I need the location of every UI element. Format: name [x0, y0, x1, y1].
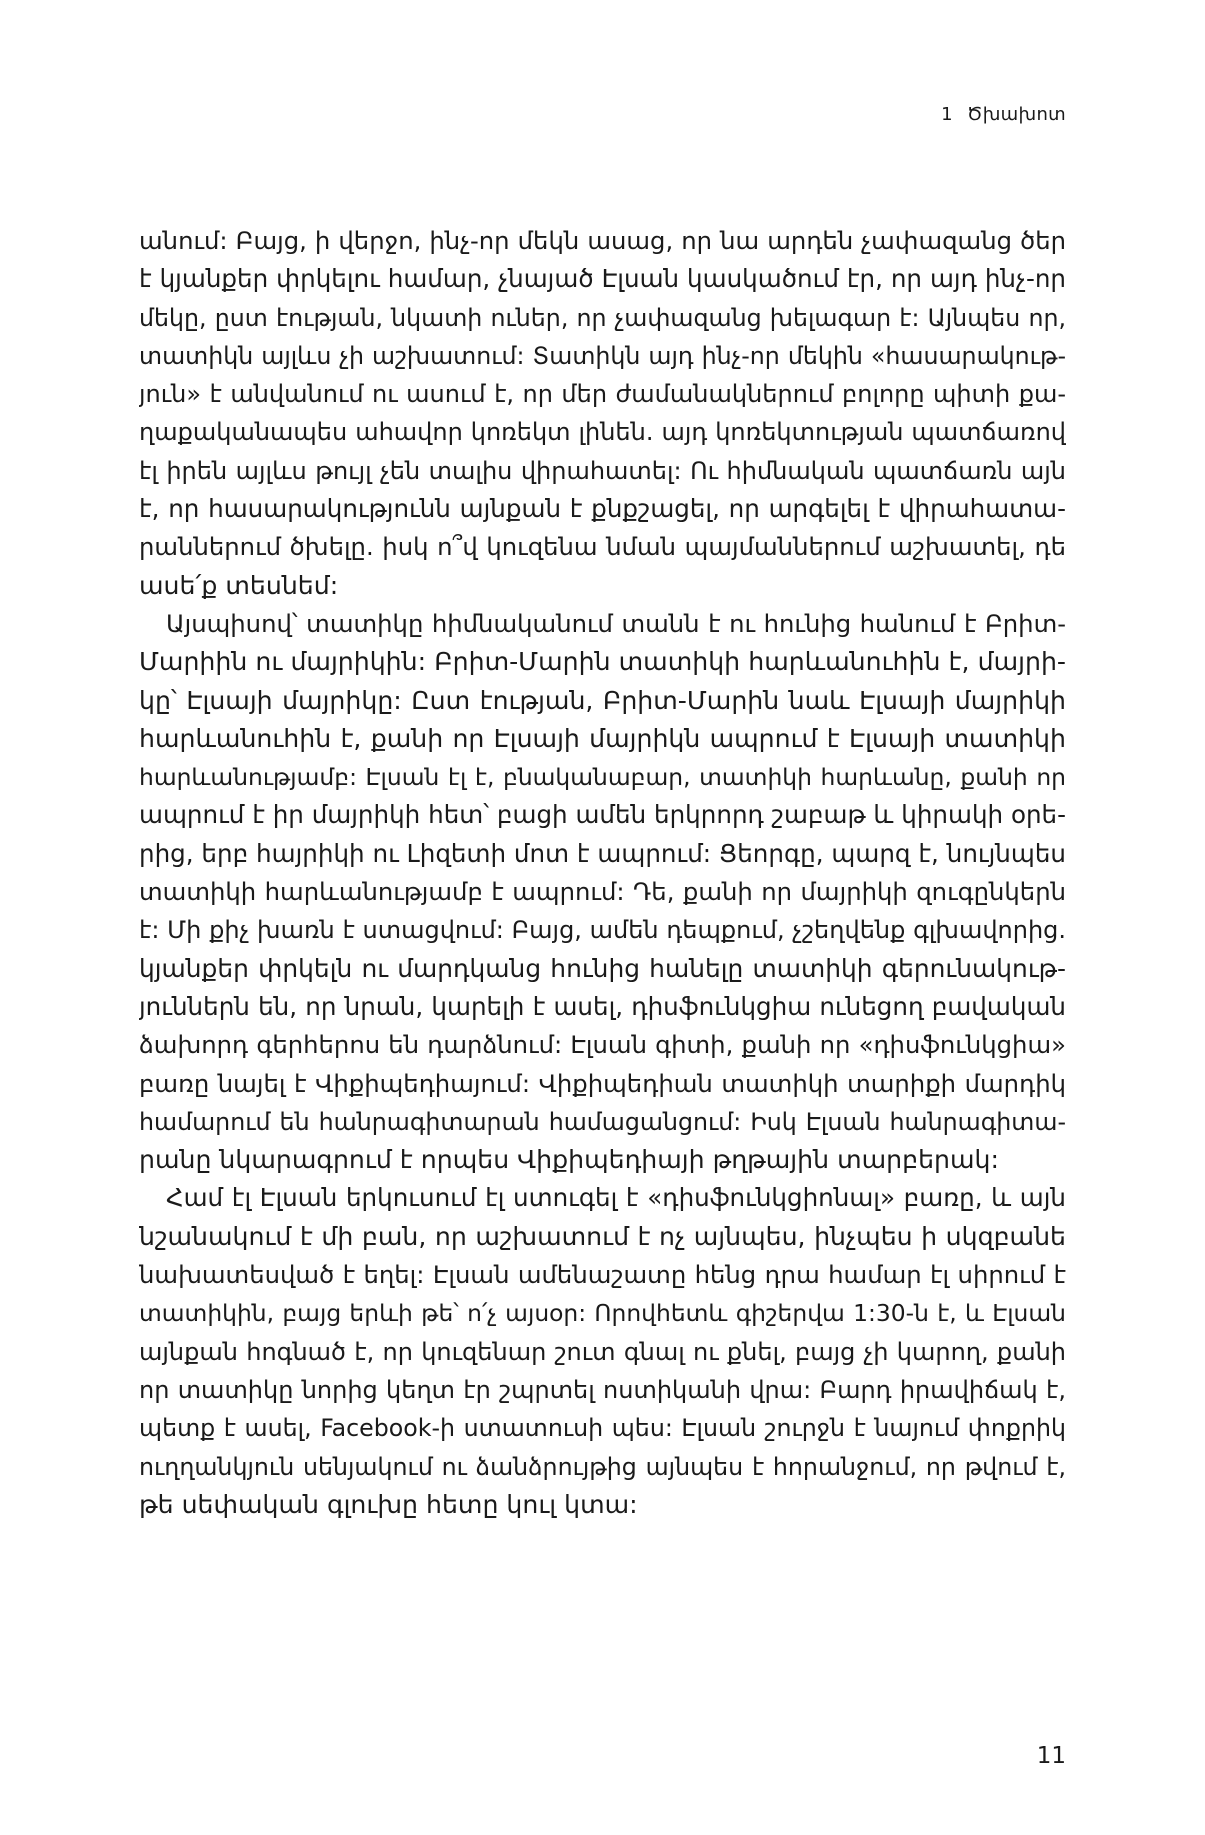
text-line: Այսպիսով՝ տատիկը հիմնականում տանն է ու հունից հանում է Բրիտ-	[166, 608, 1066, 638]
text-line: հարևանուհին է, քանի որ Էլսայի մայրիկն ապրում է Էլսայի տատիկի	[139, 723, 1066, 753]
chapter-title: Ծխախոտ	[966, 104, 1066, 125]
text-line: պետք է ասել, Facebook-ի ստատուսի պես: Էլսան շուրջն է նայում փոքրիկ	[139, 1414, 1066, 1443]
text-line: համարում են հանրագիտարան համացանցում: Իսկ Էլսան հանրագիտա-	[139, 1107, 1066, 1136]
text-line: րից, երբ հայրիկի ու Լիզետի մոտ է ապրում: Ցեորգը, պարզ է, նույնպես	[139, 838, 1066, 868]
text-line: անում: Բայց, ի վերջո, ինչ-որ մեկն ասաց, որ նա արդեն չափազանց ծեր	[139, 226, 1066, 255]
text-line: ղաքականապես ահավոր կոռեկտ լինեն. այդ կոռեկտության պատճառով	[139, 418, 1066, 447]
text-line: է, որ հասարակությունն այնքան է քնքշացել, որ արգելել է վիրահատա-	[139, 494, 1066, 524]
chapter-number: 1	[941, 104, 953, 125]
page-number: 11	[1036, 1743, 1066, 1769]
text-line: այնքան հոգնած է, որ կուզենար շուտ գնալ ու քնել, բայց չի կարող, քանի	[139, 1337, 1066, 1366]
text-line: րաններում ծխելը. իսկ ո՞վ կուզենա նման պայմաններում աշխատել, դե	[139, 532, 1066, 562]
text-line: կը՝ Էլսայի մայրիկը: Ըստ էության, Բրիտ-Մարին նաև Էլսայի մայրիկի	[139, 685, 1066, 715]
text-line: րանը նկարագրում է որպես Վիքիպեդիայի թղթային տարբերակ:	[139, 1145, 999, 1175]
text-line: բառը նայել է Վիքիպեդիայում: Վիքիպեդիան տատիկի տարիքի մարդիկ	[139, 1068, 1066, 1098]
text-line: որ տատիկը նորից կեղտ էր շպրտել ոստիկանի վրա: Բարդ իրավիճակ է,	[139, 1375, 1066, 1404]
text-line: տատիկի հարևանությամբ է ապրում: Դե, քանի որ մայրիկի զուգընկերն	[139, 877, 1066, 907]
text-line: թե սեփական գլուխը հետը կուլ կտա:	[139, 1489, 638, 1519]
text-line: նախատեսված է եղել: Էլսան ամենաշատը հենց դրա համար էլ սիրում է	[139, 1260, 1066, 1290]
text-line: Համ էլ Էլսան երկուսում էլ ստուգել է «դիսֆունկցիոնալ» բառը, և այն	[166, 1183, 1066, 1213]
body-text	[139, 222, 1066, 1524]
text-line: տատիկն այլևս չի աշխատում: Տատիկն այդ ինչ-որ մեկին «հասարակութ-	[139, 341, 1066, 370]
text-line: ասե՛ք տեսնեմ:	[139, 570, 339, 600]
text-line: յուն» է անվանում ու ասում է, որ մեր ժամանակներում բոլորը պիտի քա-	[139, 380, 1066, 409]
running-header	[941, 104, 1066, 125]
text-line: էլ իրեն այլևս թույլ չեն տալիս վիրահատել: Ու հիմնական պատճառն այն	[139, 456, 1066, 485]
text-line: ապրում է իր մայրիկի հետ՝ բացի ամեն երկրորդ շաբաթ և կիրակի օրե-	[139, 800, 1066, 830]
text-line: է կյանքեր փրկելու համար, չնայած Էլսան կասկածում էր, որ այդ ինչ-որ	[139, 264, 1066, 294]
text-line: նշանակում է մի բան, որ աշխատում է ոչ այնպես, ինչպես ի սկզբանե	[139, 1221, 1066, 1251]
text-line: Մարիին ու մայրիկին: Բրիտ-Մարին տատիկի հարևանուհին է, մայրի-	[139, 647, 1066, 677]
text-line: կյանքեր փրկելն ու մարդկանց հունից հանելը տատիկի գերունակութ-	[139, 953, 1066, 983]
text-line: տատիկին, բայց երևի թե՝ ո՛չ այսօր: Որովհետև գիշերվա 1:30-ն է, և Էլսան	[139, 1299, 1066, 1328]
text-line: է: Մի քիչ խառն է ստացվում: Բայց, ամեն դեպքում, չշեղվենք գլխավորից.	[139, 916, 1066, 945]
text-line: հարևանությամբ: Էլսան էլ է, բնականաբար, տատիկի հարևանը, քանի որ	[139, 763, 1066, 792]
text-line: ձախորդ գերհերոս են դարձնում: Էլսան գիտի, քանի որ «դիսֆունկցիա»	[139, 1030, 1066, 1060]
text-line: մեկը, ըստ էության, նկատի ուներ, որ չափազանց խելագար է: Այնպես որ,	[139, 303, 1066, 332]
text-line: յուններն են, որ նրան, կարելի է ասել, դիսֆունկցիա ունեցող բավական	[139, 991, 1066, 1021]
text-line: ուղղանկյուն սենյակում ու ձանձրույթից այնպես է հորանջում, որ թվում է,	[139, 1452, 1066, 1481]
